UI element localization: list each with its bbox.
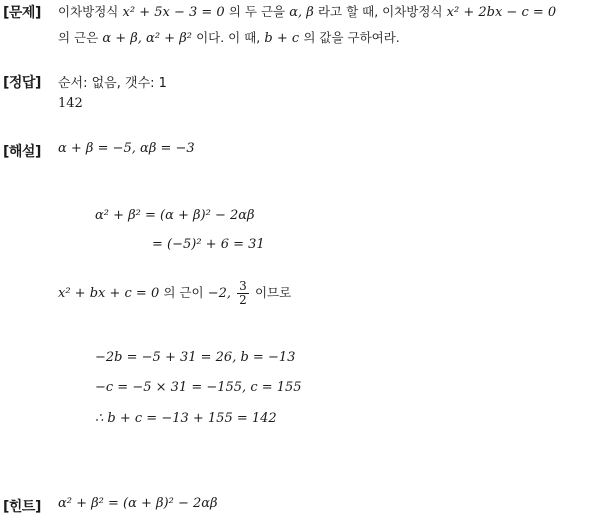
problem-line-1 [58, 2, 556, 20]
solution-line-7 [95, 411, 277, 426]
solution-line-4 [58, 280, 291, 307]
problem-roots: α + β, α² + β² [102, 31, 192, 46]
answer-meta: 순서: 없음, 갯수: 1 [58, 76, 167, 91]
problem-text: 의 두 근을 [228, 4, 286, 19]
hint-line [58, 496, 218, 511]
solution-equation: x² + bx + c = 0 [58, 286, 160, 301]
solution-line-6 [95, 380, 302, 395]
fraction-denominator: 2 [239, 293, 247, 307]
solution-line-5 [95, 350, 295, 365]
problem-equation-2: x² + 2bx − c = 0 [446, 5, 557, 20]
solution-identity: α² + β² = (α + β)² − 2αβ [95, 208, 255, 223]
solution-text: 의 근이 [163, 285, 204, 300]
problem-text: 라고 할 때, 이차방정식 [317, 4, 443, 19]
problem-text: 의 근은 [58, 30, 99, 45]
problem-line-2 [58, 28, 400, 46]
solution-sum-product: α + β = −5, αβ = −3 [58, 141, 195, 156]
problem-text: 의 값을 구하여라. [303, 30, 400, 45]
solution-evaluation: = (−5)² + 6 = 31 [152, 237, 265, 252]
problem-expression: b + c [264, 31, 300, 46]
answer-value: 142 [58, 96, 83, 111]
solution-b-value: −2b = −5 + 31 = 26, b = −13 [95, 350, 296, 365]
problem-text: 이차방정식 [58, 4, 119, 19]
problem-equation-1: x² + 5x − 3 = 0 [122, 5, 225, 20]
solution-line-3 [152, 237, 265, 252]
fraction-numerator: 3 [239, 279, 247, 293]
problem-beta: β [306, 5, 314, 20]
problem-label: [문제] [3, 5, 41, 21]
solution-result: ∴ b + c = −13 + 155 = 142 [95, 411, 277, 426]
hint-label: [힌트] [3, 499, 41, 515]
solution-c-value: −c = −5 × 31 = −155, c = 155 [95, 380, 302, 395]
problem-text: 이다. 이 때, [196, 30, 261, 45]
problem-alpha: α, [289, 5, 303, 20]
hint-identity: α² + β² = (α + β)² − 2αβ [58, 496, 218, 511]
solution-label: [해설] [3, 144, 41, 160]
answer-label: [정답] [3, 75, 41, 91]
solution-text: 이므로 [254, 285, 292, 300]
solution-line-1 [58, 141, 195, 156]
solution-root: −2, [207, 286, 232, 301]
fraction [237, 280, 249, 307]
solution-line-2 [95, 208, 255, 223]
